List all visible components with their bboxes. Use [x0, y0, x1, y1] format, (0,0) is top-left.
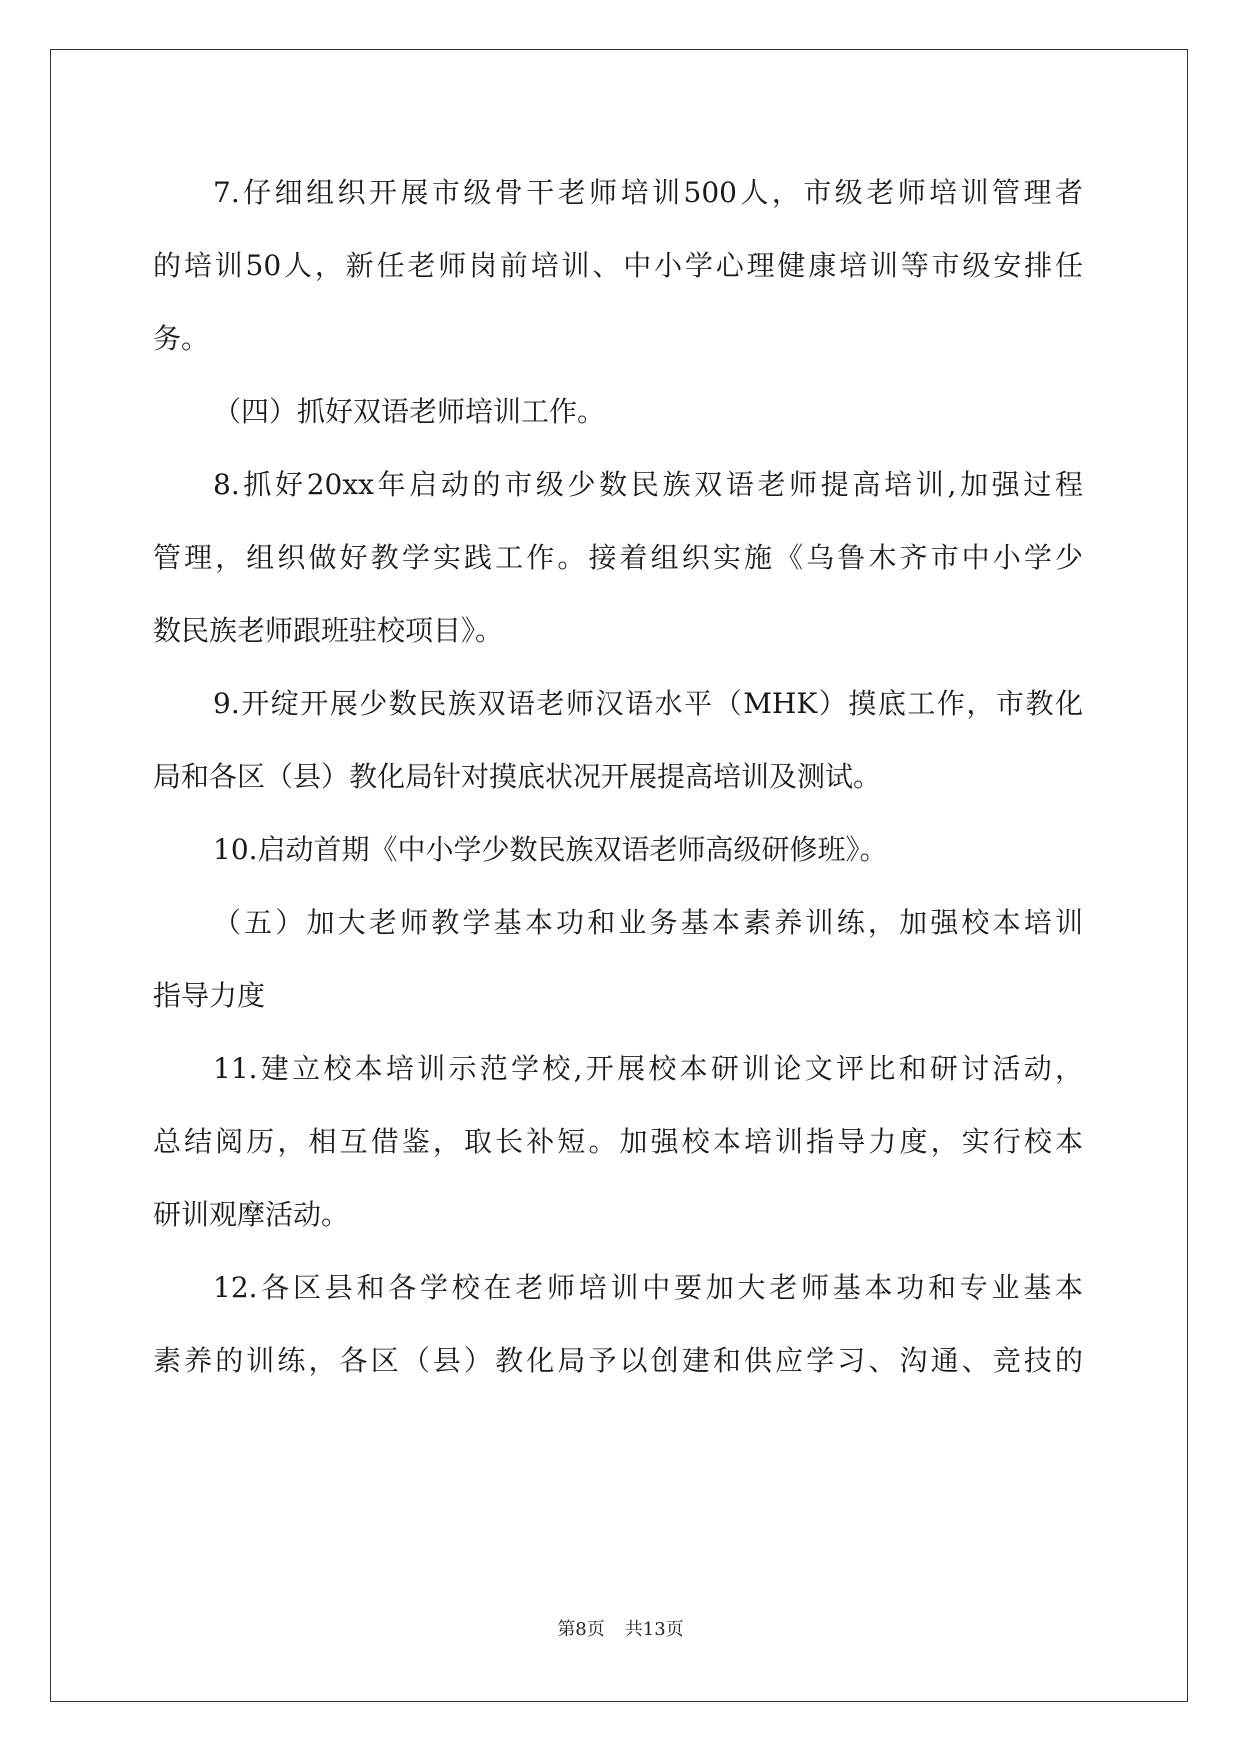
paragraph-12-line-2: 素养的训练，各区（县）教化局予以创建和供应学习、沟通、竞技的: [153, 1344, 1083, 1377]
page-total: 共13页: [624, 1619, 684, 1640]
paragraph-7-line-2: 的培训50人，新任老师岗前培训、中小学心理健康培训等市级安排任: [153, 249, 1083, 282]
section-5-heading-line-2: 指导力度: [153, 979, 266, 1012]
paragraph-8-line-1: 8.抓好20xx年启动的市级少数民族双语老师提高培训,加强过程: [213, 468, 1083, 501]
paragraph-8-line-2: 管理，组织做好教学实践工作。接着组织实施《乌鲁木齐市中小学少: [153, 541, 1083, 574]
paragraph-9-line-1: 9.开绽开展少数民族双语老师汉语水平（MHK）摸底工作，市教化: [213, 687, 1083, 720]
paragraph-11-line-2: 总结阅历，相互借鉴，取长补短。加强校本培训指导力度，实行校本: [153, 1125, 1083, 1158]
paragraph-8-line-3: 数民族老师跟班驻校项目》。: [153, 614, 504, 647]
paragraph-7-line-1: 7.仔细组织开展市级骨干老师培训500人，市级老师培训管理者: [213, 176, 1083, 209]
paragraph-12-line-1: 12.各区县和各学校在老师培训中要加大老师基本功和专业基本: [213, 1271, 1083, 1304]
page-border: [50, 49, 1188, 1702]
section-4-heading: （四）抓好双语老师培训工作。: [213, 395, 606, 428]
paragraph-10: 10.启动首期《中小学少数民族双语老师高级研修班》。: [213, 833, 888, 866]
paragraph-9-line-2: 局和各区（县）教化局针对摸底状况开展提高培训及测试。: [153, 760, 882, 793]
paragraph-7-line-3: 务。: [153, 322, 210, 355]
paragraph-11-line-1: 11.建立校本培训示范学校,开展校本研训论文评比和研讨活动，: [213, 1052, 1083, 1085]
page-footer: [0, 1618, 1241, 1642]
page-number: 第8页: [557, 1619, 605, 1640]
section-5-heading-line-1: （五）加大老师教学基本功和业务基本素养训练，加强校本培训: [213, 906, 1083, 939]
paragraph-11-line-3: 研训观摩活动。: [153, 1198, 350, 1231]
